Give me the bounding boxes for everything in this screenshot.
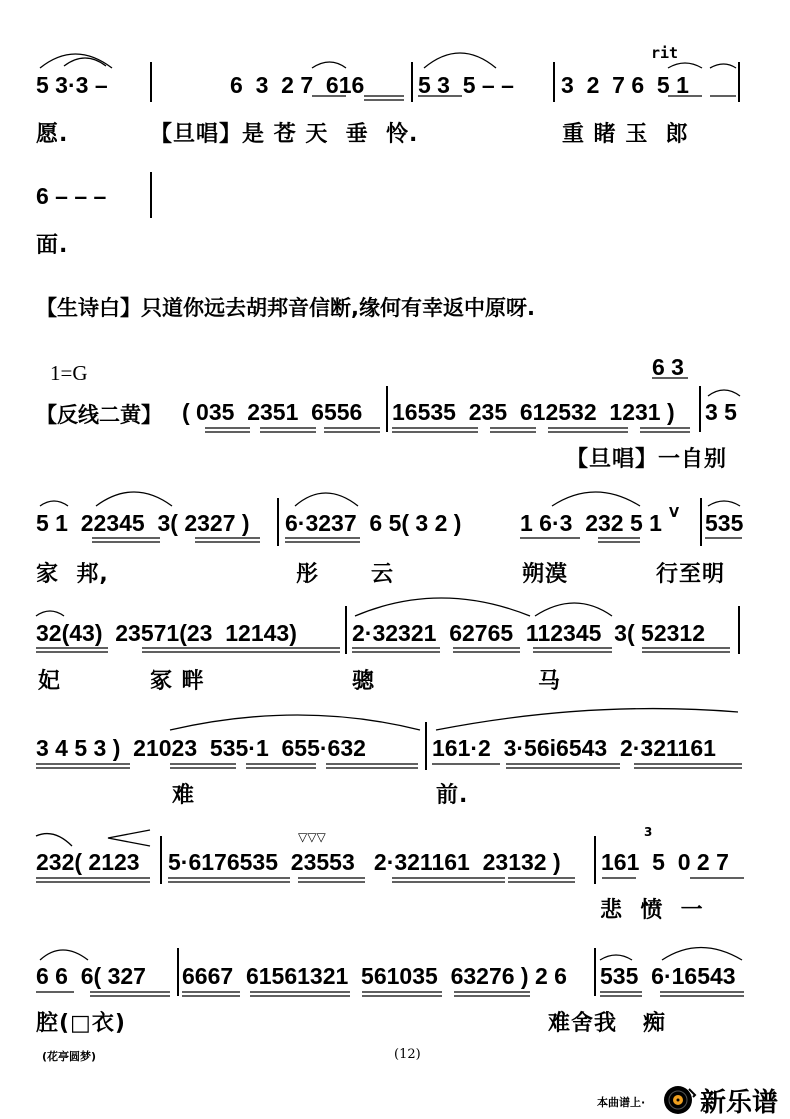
barline <box>594 948 596 996</box>
sys6-measure-1: 3 4 5 3 ) 21023 535·1 655·632 <box>36 735 366 761</box>
sys4-lyric-2: 彤 云 <box>296 562 394 587</box>
barline <box>150 172 152 218</box>
sys5-lyric-4: 马 <box>538 669 562 694</box>
sys4-measure-1: 5 1 22345 3( 2327 ) <box>36 510 250 536</box>
sys5-measure-1: 32(43) 23571(23 12143) <box>36 620 297 646</box>
ritardando-mark: rit <box>651 44 679 62</box>
sys4-lyric-3: 朔漠 <box>522 562 569 587</box>
sys1-lyric-1: 愿. <box>36 122 69 147</box>
barline <box>425 722 427 770</box>
sys1-measure-1: 5 3·3 – <box>36 72 108 98</box>
barline <box>160 836 162 884</box>
sys6-lyric-1: 难 <box>172 783 196 808</box>
sys4-measure-3: 1 6·3 232 5 1 <box>520 510 662 536</box>
sys4-measure-2: 6·3237 6 5( 3 2 ) <box>285 510 462 536</box>
sys4-lyric-1: 家 邦, <box>36 562 109 587</box>
vinyl-record-icon <box>663 1085 697 1115</box>
sys7-lyric: 悲 愤 一 <box>600 898 704 923</box>
sys8-measure-2: 6667 61561321 561035 63276 ) 2 6 <box>182 963 567 989</box>
sys8-lyric-1: 腔(□衣) <box>36 1011 126 1036</box>
sys6-measure-2: 161·2 3·56i6543 2·321161 <box>432 735 716 761</box>
accent-marks: ▽▽▽ <box>298 830 326 844</box>
recitation-line: 【生诗白】只道你远去胡邦音信断,缘何有幸返中原呀. <box>36 296 535 320</box>
sys5-measure-2: 2·32321 62765 112345 3( 52312 <box>352 620 705 646</box>
sys3-measure-2: 16535 235 612532 1231 ) <box>392 399 675 425</box>
sys8-measure-3: 535 6·16543 <box>600 963 736 989</box>
sys1-measure-4: 3 2 7 6 5 1 <box>561 72 689 98</box>
barline <box>386 386 388 432</box>
sys7-measure-3: 161 5 0 2 7 <box>601 849 729 875</box>
barline <box>738 606 740 654</box>
barline <box>553 62 555 102</box>
sys1-measure-3: 5 3 5 – – <box>418 72 514 98</box>
sys8-lyric-2: 难舍我 痴 <box>548 1011 666 1036</box>
barline <box>150 62 152 102</box>
sys5-lyric-1: 妃 <box>38 669 62 694</box>
sys5-lyric-2: 冢 畔 <box>150 669 205 694</box>
barline <box>411 62 413 102</box>
barline <box>277 498 279 546</box>
barline <box>177 948 179 996</box>
barline <box>738 62 740 102</box>
sys1-measure-2: 6 3 2 7 616 <box>230 72 365 98</box>
sys7-measure-2: 5·6176535 23553 2·321161 23132 ) <box>168 849 561 875</box>
sys1-lyric-2: 【旦唱】是 苍 天 垂 怜. <box>150 122 419 147</box>
watermark-name: 新乐谱 <box>700 1088 779 1118</box>
sys1-lyric-3: 重 睹 玉 郎 <box>562 122 689 147</box>
sys3-measure-3: 3 5 <box>705 399 737 425</box>
sys6-lyric-2: 前. <box>436 783 469 808</box>
barline <box>594 836 596 884</box>
breath-mark: V <box>669 506 680 521</box>
sys3-above-notes: 6 3 <box>652 354 684 380</box>
barline <box>345 606 347 654</box>
sys4-measure-4: 535 <box>705 510 744 536</box>
key-signature: 1=G <box>50 361 88 385</box>
page-number: (12) <box>394 1047 421 1062</box>
sys5-lyric-3: 骢 <box>352 669 376 694</box>
sys3-label: 【反线二黄】 <box>36 403 162 427</box>
sys7-measure-1: 232( 2123 <box>36 849 140 875</box>
sys2-measure-1: 6 – – – <box>36 183 107 209</box>
sys3-lyric: 【旦唱】一自别 <box>566 447 728 472</box>
watermark-label: 本曲谱上· <box>597 1096 646 1109</box>
barline <box>700 498 702 546</box>
piece-title: (花亭圆梦) <box>42 1050 97 1063</box>
sys8-measure-1: 6 6 6( 327 <box>36 963 146 989</box>
triplet-mark: 3 <box>644 825 653 839</box>
sys3-measure-1: ( 035 2351 6556 <box>182 399 363 425</box>
sys2-lyric: 面. <box>36 233 69 258</box>
sys4-lyric-4: 行至明 <box>656 562 726 587</box>
barline <box>699 386 701 432</box>
